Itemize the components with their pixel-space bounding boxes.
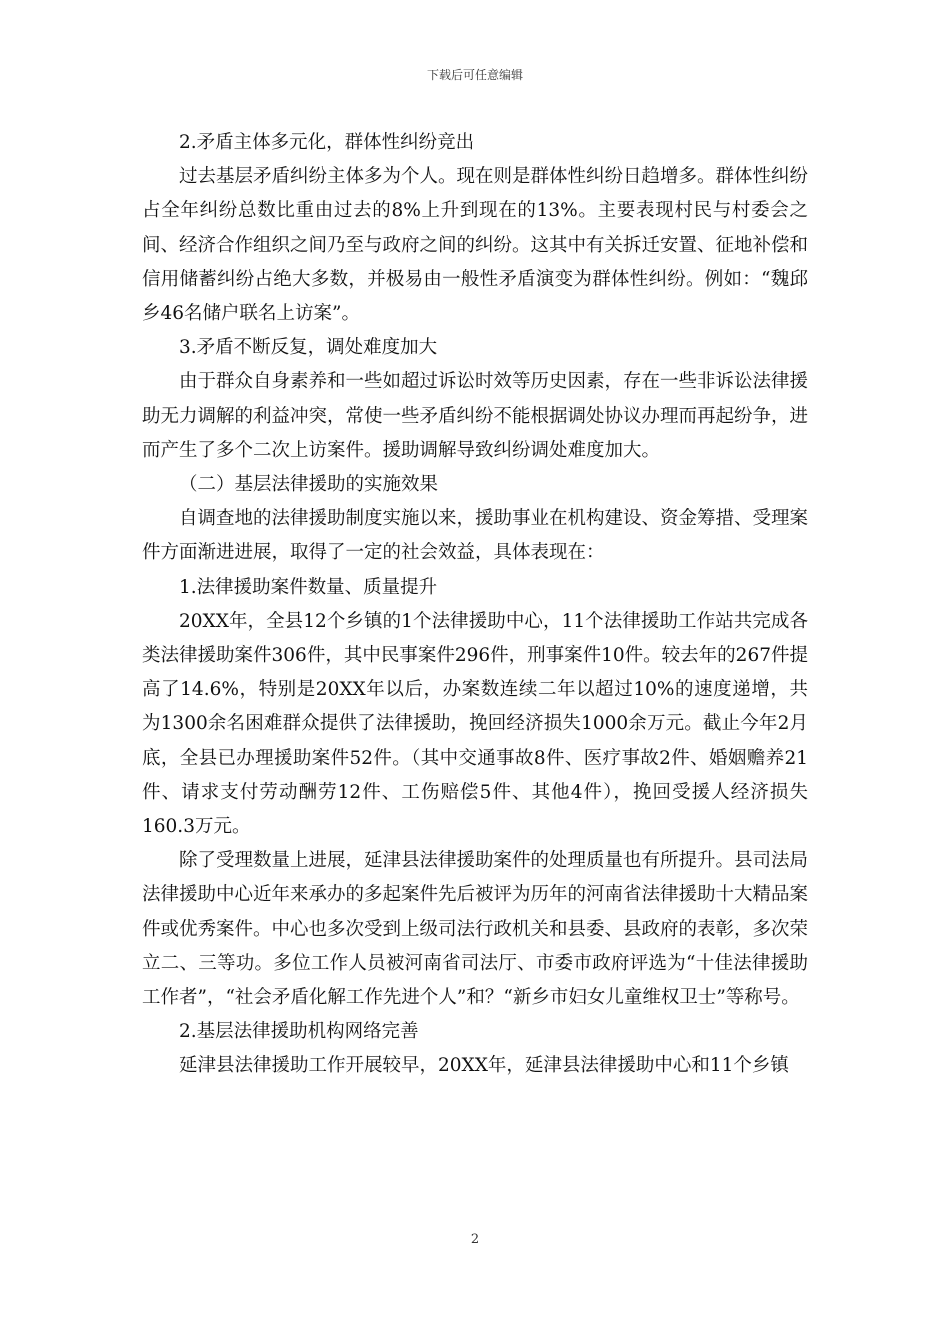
section-heading-2: 2.矛盾主体多元化，群体性纠纷竞出: [179, 132, 475, 153]
page-number: 2: [470, 1232, 480, 1247]
section-heading-3: 3.矛盾不断反复，调处难度加大: [179, 337, 438, 359]
document-body: [142, 126, 808, 1084]
paragraph: 自调查地的法律援助制度实施以来，援助事业在机构建设、资金筹措、受理案件方面渐进进展，取得了一定的社会效益，具体表现在：: [142, 508, 809, 564]
paragraph: 20XX年，全县12个乡镇的1个法律援助中心，11个法律援助工作站共完成各类法律援助案件306件，其中民事案件296件，刑事案件10件。较去年的267件提高了14.6%，特别是20XX年以后，办案数连续二年以超过10%的速度递增，共为1300余名困难群众提供了法律援助，挽回经济损失1000余万元。截止今年2月底，全县已办理援助案件52件。（其中交通事故8件、医疗事故2件、婚姻赡养21件、请求支付劳动酬劳12件、工伤赔偿5件、其他4件），挽回受援人经济损失160.3万元。: [142, 610, 808, 838]
section-heading-part-2: （二）基层法律援助的实施效果: [179, 474, 439, 496]
paragraph: 由于群众自身素养和一些如超过诉讼时效等历史因素，存在一些非诉讼法律援助无力调解的利益冲突，常使一些矛盾纠纷不能根据调处协议办理而再起纷争，进而产生了多个二次上访案件。援助调解导致纠纷调处难度加大。: [142, 371, 809, 461]
page-header: 下载后可任意编辑: [426, 68, 523, 82]
paragraph: 除了受理数量上进展，延津县法律援助案件的处理质量也有所提升。县司法局法律援助中心近年来承办的多起案件先后被评为历年的河南省法律援助十大精品案件或优秀案件。中心也多次受到上级司法行政机关和县委、县政府的表彰，多次荣立二、三等功。多位工作人员被河南省司法厅、市委市政府评选为“十佳法律援助工作者”，“社会矛盾化解工作先进个人”和？“新乡市妇女儿童维权卫士”等称号。: [142, 850, 809, 1009]
paragraph: 过去基层矛盾纠纷主体多为个人。现在则是群体性纠纷日趋增多。群体性纠纷占全年纠纷总数比重由过去的8%上升到现在的13%。主要表现村民与村委会之间、经济合作组织之间乃至与政府之间的纠纷。这其中有关拆迁安置、征地补偿和信用储蓄纠纷占绝大多数，并极易由一般性矛盾演变为群体性纠纷。例如：“魏邱乡46名储户联名上访案”。: [142, 166, 809, 325]
section-heading-1: 1.法律援助案件数量、质量提升: [179, 576, 438, 598]
section-heading-2b: 2.基层法律援助机构网络完善: [179, 1021, 419, 1043]
paragraph: 延津县法律援助工作开展较早，20XX年，延津县法律援助中心和11个乡镇: [179, 1055, 789, 1077]
